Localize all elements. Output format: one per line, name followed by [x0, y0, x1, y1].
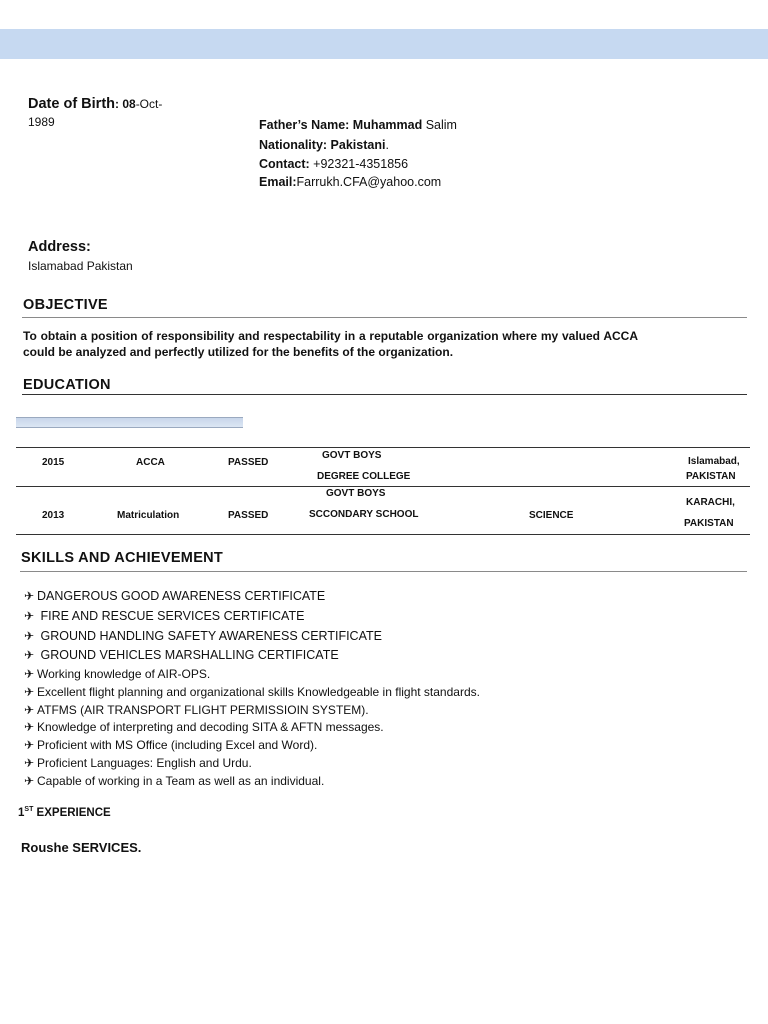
- email: [259, 175, 441, 189]
- objective-text: To obtain a position of responsibility and respectability in a reputable organization where my valued ACCA could be analyzed and perfectly utilized for the benefits of the organization.: [23, 329, 638, 359]
- list-item: [24, 648, 480, 667]
- airplane-icon: ✈: [24, 667, 35, 681]
- table-bottom-border: [16, 534, 750, 535]
- edu-institute-line2: DEGREE COLLEGE: [317, 471, 411, 482]
- contact: [259, 157, 408, 171]
- skill-text: Excellent flight planning and organizational skills Knowledgeable in flight standards.: [37, 685, 480, 699]
- table-top-border: [16, 447, 750, 448]
- email-label: Email:: [259, 175, 297, 189]
- skills-list: [24, 589, 480, 791]
- edu-status: PASSED: [228, 457, 269, 468]
- list-item: [24, 609, 480, 629]
- skill-text: GROUND VEHICLES MARSHALLING CERTIFICATE: [37, 648, 339, 662]
- airplane-icon: ✈: [24, 773, 35, 788]
- experience-ordinal: 1: [18, 806, 25, 819]
- skill-text: ATFMS (AIR TRANSPORT FLIGHT PERMISSIOIN SYSTEM).: [37, 702, 369, 717]
- airplane-icon: ✈: [24, 589, 35, 603]
- edu-institute-line2: SCCONDARY SCHOOL: [309, 509, 419, 520]
- dob-value-day: : 08: [115, 97, 136, 111]
- experience-title: EXPERIENCE: [33, 806, 111, 819]
- edu-institute-line1: GOVT BOYS: [326, 488, 386, 499]
- nationality: [259, 138, 389, 152]
- edu-place-line1: KARACHI,: [686, 497, 735, 508]
- edu-degree: ACCA: [136, 457, 165, 468]
- objective-title: OBJECTIVE: [23, 297, 108, 313]
- experience-heading: [18, 806, 111, 819]
- airplane-icon: ✈: [24, 648, 35, 662]
- edu-degree: Matriculation: [117, 510, 180, 521]
- list-item: [24, 685, 480, 703]
- skill-text: Capable of working in a Team as well as an individual.: [37, 773, 325, 788]
- skill-text: Proficient with MS Office (including Excel and Word).: [37, 738, 318, 752]
- address-label: Address:: [28, 239, 91, 255]
- objective-divider: [22, 317, 747, 318]
- skill-text: FIRE AND RESCUE SERVICES CERTIFICATE: [37, 609, 305, 623]
- education-divider: [22, 394, 747, 395]
- header-bar: [0, 29, 768, 59]
- airplane-icon: ✈: [24, 720, 35, 734]
- education-table-header-strip: [16, 417, 243, 428]
- airplane-icon: ✈: [24, 629, 35, 643]
- airplane-icon: ✈: [24, 702, 35, 717]
- skill-text: Knowledge of interpreting and decoding SITA & AFTN messages.: [37, 720, 384, 734]
- list-item: [24, 667, 480, 685]
- contact-label: Contact:: [259, 157, 310, 171]
- table-row-divider: [16, 486, 750, 487]
- list-item: [24, 774, 480, 792]
- skills-divider: [20, 571, 747, 572]
- airplane-icon: ✈: [24, 685, 35, 699]
- dob-year: 1989: [28, 115, 55, 129]
- airplane-icon: ✈: [24, 756, 35, 770]
- list-item: [24, 720, 480, 738]
- edu-subject: SCIENCE: [529, 510, 574, 521]
- edu-institute-line1: GOVT BOYS: [322, 450, 382, 461]
- email-value: Farrukh.CFA@yahoo.com: [296, 175, 442, 189]
- father-label: Father’s Name: Muhammad: [259, 118, 423, 132]
- father-name: [259, 118, 457, 132]
- education-title: EDUCATION: [23, 377, 111, 393]
- edu-place-line2: PAKISTAN: [686, 471, 736, 482]
- skill-text: Working knowledge of AIR-OPS.: [37, 667, 211, 681]
- experience-company: Roushe SERVICES.: [21, 840, 142, 855]
- edu-place-line2: PAKISTAN: [684, 518, 734, 529]
- list-item: [24, 629, 480, 648]
- experience-ordinal-suffix: ST: [24, 806, 34, 813]
- skill-text: Proficient Languages: English and Urdu.: [37, 756, 252, 770]
- edu-year: 2013: [42, 510, 65, 521]
- skill-text: DANGEROUS GOOD AWARENESS CERTIFICATE: [37, 589, 326, 603]
- edu-place-line1: Islamabad,: [688, 456, 740, 467]
- nationality-value: .: [385, 138, 389, 152]
- list-item: [24, 738, 480, 756]
- nationality-label: Nationality: Pakistani: [259, 138, 386, 152]
- airplane-icon: ✈: [24, 609, 35, 623]
- airplane-icon: ✈: [24, 738, 35, 752]
- list-item: [24, 589, 480, 609]
- dob-label: Date of Birth: [28, 96, 115, 112]
- address-value: Islamabad Pakistan: [28, 259, 133, 273]
- skill-text: GROUND HANDLING SAFETY AWARENESS CERTIFICATE: [37, 629, 382, 643]
- list-item: [24, 756, 480, 774]
- edu-status: PASSED: [228, 510, 269, 521]
- dob-value-month: -Oct-: [135, 97, 163, 111]
- edu-year: 2015: [42, 457, 65, 468]
- father-value: Salim: [422, 118, 457, 132]
- dob-block: [28, 95, 162, 113]
- contact-value: +92321-4351856: [309, 157, 409, 171]
- list-item: [24, 703, 480, 721]
- skills-title: SKILLS AND ACHIEVEMENT: [21, 550, 224, 566]
